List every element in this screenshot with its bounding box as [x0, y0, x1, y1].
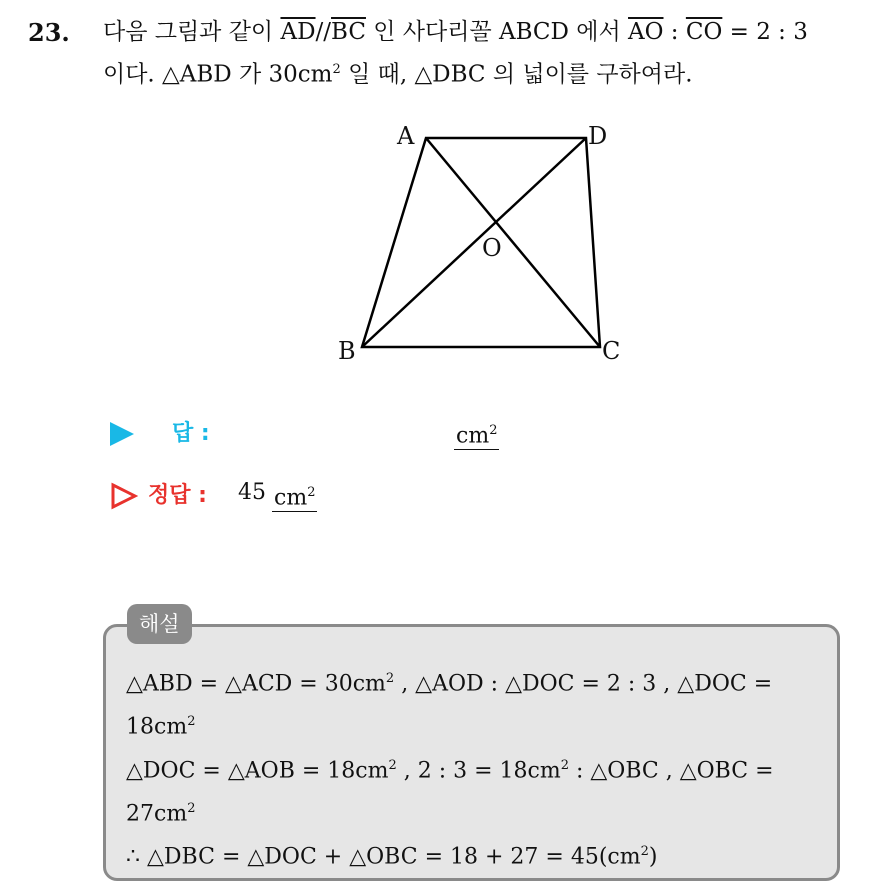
- segment-ao: $\overline{AO}$: [628, 19, 664, 45]
- solution-line-2-sup: 2: [187, 714, 196, 730]
- answer-row: [110, 414, 610, 454]
- correct-answer-value: 45: [238, 480, 266, 505]
- solution-line-2: [126, 703, 826, 746]
- segment-co: $\overline{CO}$: [685, 19, 723, 45]
- play-triangle-icon: [110, 422, 134, 446]
- solution-line-4-sup: 2: [187, 800, 196, 816]
- correct-answer-row: [110, 476, 610, 516]
- correct-answer-unit: [272, 480, 317, 512]
- solution-line-4: [126, 790, 826, 833]
- ratio-separator: :: [663, 19, 686, 45]
- vertex-label-a: A: [397, 122, 415, 150]
- trapezoid-outline: [362, 138, 600, 347]
- segment-bc: $\overline{BC}$: [331, 19, 366, 45]
- question-number: 23.: [28, 18, 70, 47]
- diagonal-bd: [362, 138, 586, 347]
- solution-line-3-b: , 2 : 3 = 18cm: [396, 757, 561, 783]
- question-line1-part3: = 2 : 3: [722, 19, 808, 45]
- solution-line-1-b: , △AOD : △DOC = 2 : 3 , △DOC =: [394, 671, 773, 697]
- solution-line-1-sup: 2: [385, 671, 395, 686]
- answer-unit-text: cm: [456, 423, 490, 449]
- answer-blank-unit[interactable]: [454, 418, 499, 450]
- vertex-label-b: B: [338, 337, 356, 365]
- trapezoid-figure: [320, 110, 640, 370]
- solution-text: [126, 660, 826, 877]
- problem-statement: [28, 14, 868, 94]
- answer-label: 답 :: [172, 421, 210, 446]
- solution-line-2-a: 18cm: [126, 714, 188, 740]
- solution-line-3-sup: 2: [388, 757, 397, 773]
- segment-ad: $\overline{AD}$: [280, 19, 316, 45]
- question-line1-part2: 인 사다리꼴 ABCD 에서: [365, 19, 629, 45]
- solution-line-5: [126, 833, 826, 876]
- diagonal-ac: [426, 138, 600, 347]
- question-line2-sup: 2: [332, 62, 341, 77]
- solution-line-4-a: 27cm: [126, 801, 188, 827]
- question-line2-part2: 일 때, △DBC 의 넓이를 구하여라.: [340, 61, 693, 88]
- correct-unit-text: cm: [274, 485, 308, 511]
- solution-line-3: [126, 747, 826, 790]
- vertex-label-c: C: [602, 337, 621, 365]
- answer-unit-sup: 2: [489, 423, 498, 438]
- solution-line-5-sup: 2: [640, 844, 649, 860]
- correct-answer-label: 정답 :: [148, 483, 207, 508]
- solution-line-5-a: ∴ △DBC = △DOC + △OBC = 18 + 27 = 45(cm: [126, 844, 641, 870]
- question-line2-part1: 이다. △ABD 가 30cm: [103, 61, 333, 88]
- vertex-label-d: D: [588, 122, 608, 150]
- solution-line-3-a: △DOC = △AOB = 18cm: [126, 757, 389, 783]
- solution-line-5-b: ): [648, 844, 658, 870]
- solution-tab: 해설: [127, 604, 192, 644]
- solution-line-1-a: △ABD = △ACD = 30cm: [126, 671, 386, 697]
- question-line1-part1: 다음 그림과 같이: [103, 19, 281, 45]
- question-text: [103, 14, 868, 94]
- solution-line-3-sup2: 2: [560, 757, 569, 773]
- solution-line-1: [126, 660, 826, 703]
- parallel-symbol: //: [315, 19, 332, 45]
- correct-unit-sup: 2: [307, 485, 316, 500]
- outline-triangle-icon: [110, 482, 138, 510]
- vertex-label-o: O: [482, 234, 502, 262]
- solution-line-3-c: : △OBC , △OBC =: [568, 757, 774, 783]
